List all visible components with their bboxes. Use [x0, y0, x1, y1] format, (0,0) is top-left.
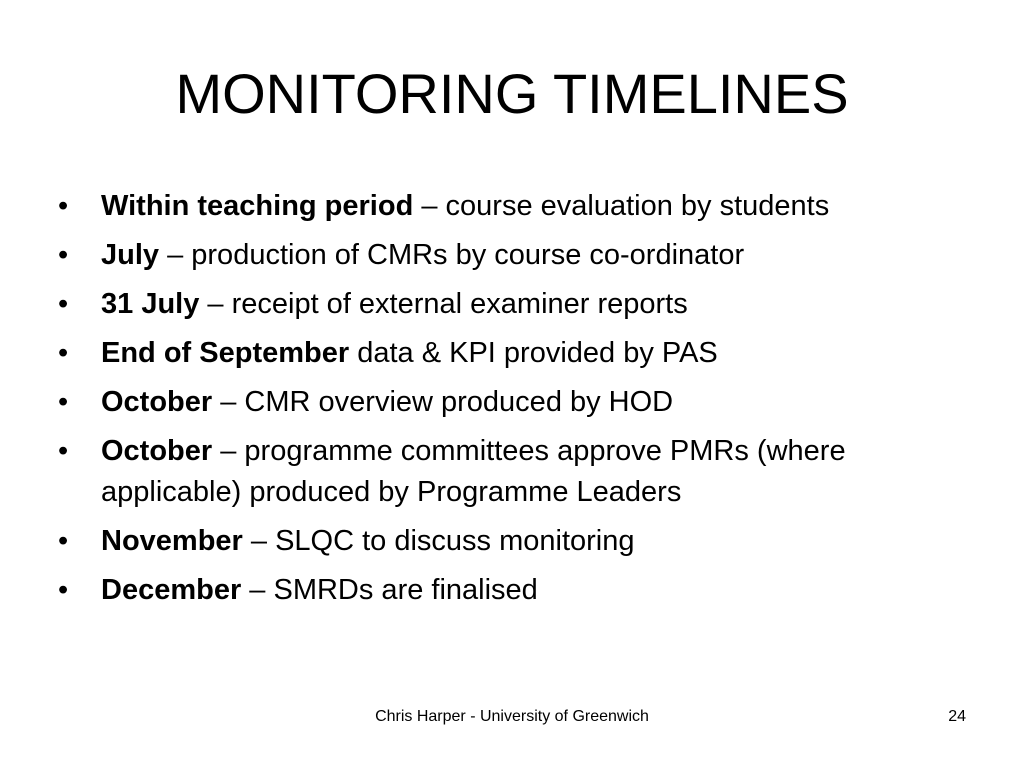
bullet-key: July: [101, 239, 160, 271]
list-item: [58, 382, 978, 423]
bullet-key: 31 July: [101, 288, 200, 320]
bullet-key: October: [101, 386, 213, 418]
bullet-text: – programme committees approve PMRs (where applicable) produced by Programme Leaders: [101, 435, 846, 508]
list-item: [58, 570, 978, 611]
bullet-key: Within teaching period: [101, 190, 414, 222]
bullet-list: [58, 186, 978, 619]
bullet-key: End of September: [101, 337, 350, 369]
bullet-key: November: [101, 525, 243, 557]
footer-author: Chris Harper - University of Greenwich: [375, 708, 649, 725]
bullet-text: data & KPI provided by PAS: [349, 337, 718, 369]
bullet-text: – SLQC to discuss monitoring: [242, 525, 635, 557]
list-item: [58, 521, 978, 562]
page-number: 24: [948, 708, 966, 725]
bullet-key: December: [101, 574, 242, 606]
bullet-text: – SMRDs are finalised: [241, 574, 538, 606]
slide-title: MONITORING TIMELINES: [175, 62, 849, 125]
list-item: [58, 431, 978, 513]
bullet-text: – production of CMRs by course co-ordinator: [159, 239, 745, 271]
bullet-icon: •: [58, 525, 69, 557]
list-item: [58, 186, 978, 227]
bullet-text: – receipt of external examiner reports: [199, 288, 688, 320]
list-item: [58, 333, 978, 374]
bullet-text: – course evaluation by students: [413, 190, 830, 222]
bullet-icon: •: [58, 288, 69, 320]
bullet-icon: •: [58, 337, 69, 369]
bullet-icon: •: [58, 386, 69, 418]
bullet-icon: •: [58, 435, 69, 467]
list-item: [58, 284, 978, 325]
bullet-icon: •: [58, 239, 69, 271]
bullet-text: – CMR overview produced by HOD: [212, 386, 674, 418]
bullet-icon: •: [58, 574, 69, 606]
list-item: [58, 235, 978, 276]
bullet-icon: •: [58, 190, 69, 222]
bullet-key: October: [101, 435, 213, 467]
